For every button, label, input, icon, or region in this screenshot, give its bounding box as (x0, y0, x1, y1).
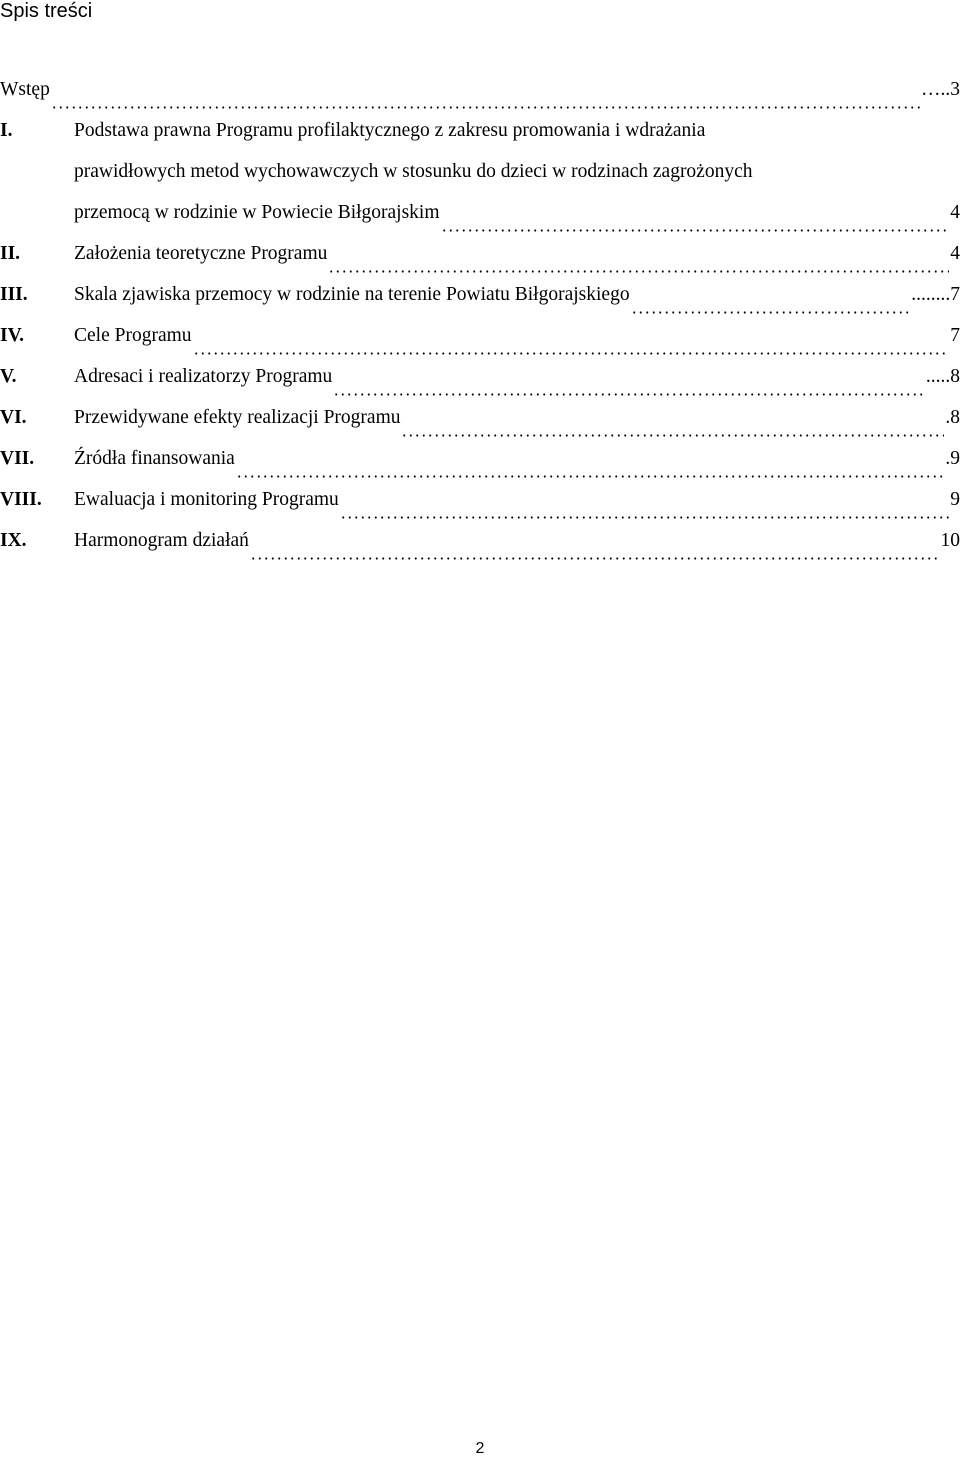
dot-leader (193, 336, 950, 355)
toc-entry-number: III. (0, 284, 28, 305)
dot-leader (250, 541, 940, 560)
toc-entry-number: I. (0, 120, 13, 141)
toc-entry-number: IV. (0, 325, 25, 346)
toc-entry-title-line: Podstawa prawna Programu profilaktycznego z zakresu promowania i wdrażania (74, 120, 706, 141)
dot-leader (401, 418, 944, 437)
toc-entry-page: 7 (950, 325, 960, 346)
toc-entry-number: VII. (0, 448, 35, 469)
toc-entry-page: 4 (950, 243, 960, 264)
dot-leader (441, 213, 950, 232)
table-of-contents (0, 75, 960, 567)
dot-leader (51, 90, 920, 109)
page-number: 2 (475, 1440, 485, 1457)
toc-entry-page: 4 (950, 202, 960, 223)
toc-entry-number: VIII. (0, 489, 42, 510)
toc-entry-title: Adresaci i realizatorzy Programu (74, 366, 333, 387)
dot-leader (333, 377, 925, 396)
toc-entry-3[interactable] (0, 280, 960, 321)
toc-entry-page: …..3 (921, 79, 960, 100)
dot-leader (631, 295, 911, 314)
toc-entry-2[interactable] (0, 239, 960, 280)
toc-entry-page: .8 (945, 407, 960, 428)
toc-entry-number: IX. (0, 530, 27, 551)
toc-entry-1[interactable] (0, 116, 960, 157)
toc-entry-number: VI. (0, 407, 27, 428)
toc-entry-intro[interactable] (0, 75, 960, 116)
page-title: Spis treści (0, 0, 93, 22)
toc-entry-9[interactable] (0, 526, 960, 567)
toc-entry-6[interactable] (0, 403, 960, 444)
toc-entry-title-line: przemocą w rodzinie w Powiecie Biłgorajskim (74, 202, 440, 223)
toc-entry-title-line: prawidłowych metod wychowawczych w stosunku do dzieci w rodzinach zagrożonych (74, 161, 753, 182)
toc-entry-title: Przewidywane efekty realizacji Programu (74, 407, 401, 428)
toc-entry-1-cont[interactable] (0, 157, 960, 198)
toc-entry-7[interactable] (0, 444, 960, 485)
toc-entry-1-cont-2[interactable] (0, 198, 960, 239)
toc-entry-title: Skala zjawiska przemocy w rodzinie na terenie Powiatu Biłgorajskiego (74, 284, 630, 305)
toc-entry-page: .9 (945, 448, 960, 469)
toc-entry-title: Założenia teoretyczne Programu (74, 243, 328, 264)
toc-entry-8[interactable] (0, 485, 960, 526)
toc-entry-page: 10 (940, 530, 960, 551)
toc-entry-title: Ewaluacja i monitoring Programu (74, 489, 339, 510)
toc-entry-title: Harmonogram działań (74, 530, 249, 551)
dot-leader (236, 459, 945, 478)
toc-entry-page: 9 (950, 489, 960, 510)
dot-leader (340, 500, 949, 519)
toc-entry-5[interactable] (0, 362, 960, 403)
toc-entry-title: Wstęp (0, 79, 50, 100)
toc-entry-4[interactable] (0, 321, 960, 362)
toc-entry-title: Cele Programu (74, 325, 192, 346)
toc-entry-page: .....8 (925, 366, 960, 387)
toc-entry-page: ........7 (911, 284, 960, 305)
toc-entry-number: V. (0, 366, 17, 387)
toc-entry-number: II. (0, 243, 21, 264)
dot-leader (328, 254, 949, 273)
toc-entry-title: Źródła finansowania (74, 448, 235, 469)
